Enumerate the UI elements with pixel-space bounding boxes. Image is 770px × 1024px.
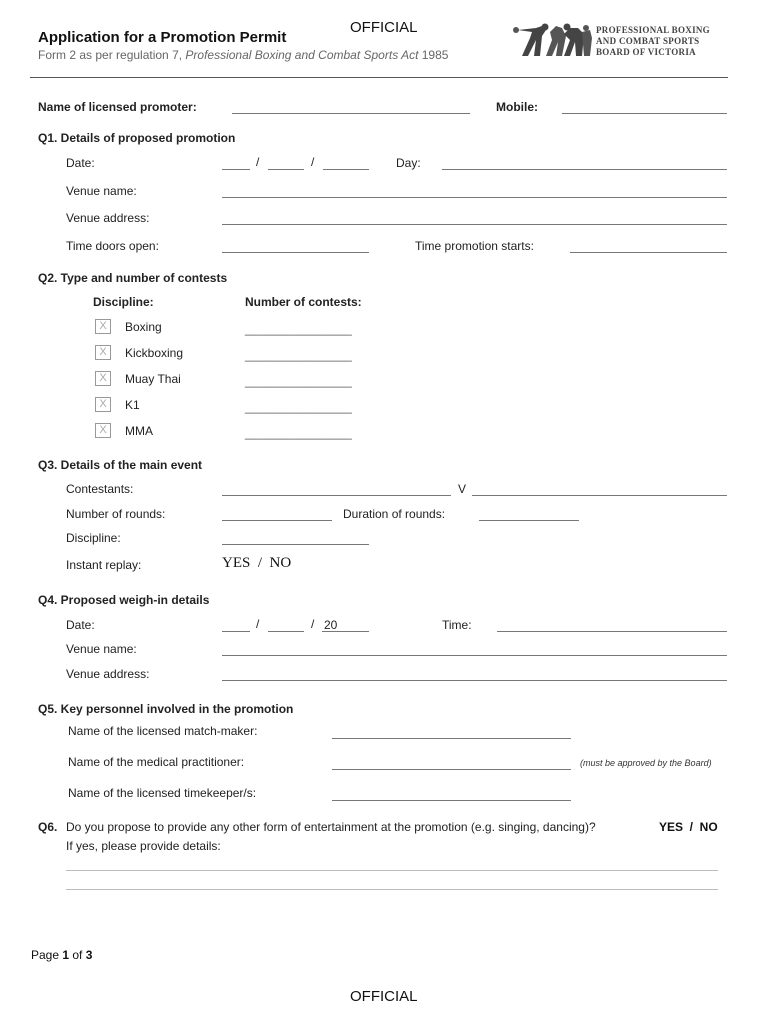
q4-venue-address-label: Venue address: [66,667,150,681]
q5-matchmaker-label: Name of the licensed match-maker: [68,724,258,738]
subtitle-act: Professional Boxing and Combat Sports Act [185,48,419,62]
q3-replay-yes-no[interactable]: YES / NO [222,555,292,571]
logo-line-2: AND COMBAT SPORTS [596,36,700,46]
q5-medical-field[interactable] [332,769,571,770]
muay-thai-label: Muay Thai [125,372,181,386]
q1-date-sep-2: / [311,155,315,169]
q6-question: Do you propose to provide any other form of entertainment at the promotion (e.g. singing, dancing)? [66,820,596,834]
page-current: 1 [62,948,70,962]
kickboxing-checkbox[interactable]: X [95,345,111,360]
q4-date-year-field[interactable] [322,631,369,632]
q1-day-label: Day: [396,156,421,170]
q6-details-line-2[interactable] [66,889,718,890]
page-title: Application for a Promotion Permit [38,29,287,46]
q4-venue-name-label: Venue name: [66,642,137,656]
kickboxing-label: Kickboxing [125,346,184,360]
q1-heading: Q1. Details of proposed promotion [38,131,236,145]
q4-date-day-field[interactable] [222,631,250,632]
q1-doors-field[interactable] [222,252,369,253]
kickboxing-count-field[interactable]: ________________ [245,348,352,362]
q3-heading: Q3. Details of the main event [38,458,203,472]
q1-venue-name-field[interactable] [222,197,727,198]
header-divider [30,77,728,78]
q6-details-label: If yes, please provide details: [66,839,221,853]
q2-discipline-col-header: Discipline: [93,295,154,309]
page-subtitle [38,48,448,62]
boxers-silhouette-icon [512,22,594,58]
q3-contestant-2-field[interactable] [472,495,727,496]
mobile-label: Mobile: [496,100,538,114]
q1-venue-name-label: Venue name: [66,184,137,198]
q4-date-sep-1: / [256,617,260,631]
q1-venue-address-label: Venue address: [66,211,150,225]
q3-rounds-field[interactable] [222,520,332,521]
subtitle-prefix: Form 2 as per regulation 7, [38,48,186,62]
mobile-field[interactable] [562,113,727,114]
q4-heading: Q4. Proposed weigh-in details [38,593,210,607]
promoter-name-field[interactable] [232,113,470,114]
q5-heading: Q5. Key personnel involved in the promotion [38,702,294,716]
q6-details-line-1[interactable] [66,870,718,871]
q4-time-field[interactable] [497,631,727,632]
q5-medical-note: (must be approved by the Board) [580,758,712,768]
official-marking-bottom: OFFICIAL [350,988,418,1005]
subtitle-year: 1985 [418,48,449,62]
q3-duration-field[interactable] [479,520,579,521]
q1-date-year-field[interactable] [323,169,369,170]
q5-timekeeper-field[interactable] [332,800,571,801]
q5-timekeeper-label: Name of the licensed timekeeper/s: [68,786,257,800]
page-mid: of [69,948,86,962]
q3-discipline-field[interactable] [222,544,369,545]
muay-thai-count-field[interactable]: ________________ [245,374,352,388]
mma-checkbox[interactable]: X [95,423,111,438]
k1-label: K1 [125,398,140,412]
q1-date-month-field[interactable] [268,169,304,170]
q3-discipline-label: Discipline: [66,531,121,545]
q1-venue-address-field[interactable] [222,224,727,225]
k1-checkbox[interactable]: X [95,397,111,412]
q4-year-prefix: 20 [324,618,338,632]
q4-date-month-field[interactable] [268,631,304,632]
muay-thai-checkbox[interactable]: X [95,371,111,386]
page-prefix: Page [31,948,63,962]
promoter-name-label: Name of licensed promoter: [38,100,197,114]
q1-date-sep-1: / [256,155,260,169]
q4-venue-address-field[interactable] [222,680,727,681]
boxing-count-field[interactable]: ________________ [245,322,352,336]
q5-medical-label: Name of the medical practitioner: [68,755,245,769]
boxing-label: Boxing [125,320,162,334]
q4-date-label: Date: [66,618,95,632]
mma-count-field[interactable]: ________________ [245,426,352,440]
page-total: 3 [85,948,93,962]
q3-rounds-label: Number of rounds: [66,507,166,521]
q3-duration-label: Duration of rounds: [343,507,446,521]
q1-starts-label: Time promotion starts: [415,239,534,253]
mma-label: MMA [125,424,153,438]
q3-contestants-label: Contestants: [66,482,134,496]
q6-number: Q6. [38,820,58,834]
q2-heading: Q2. Type and number of contests [38,271,228,285]
q4-venue-name-field[interactable] [222,655,727,656]
q2-number-col-header: Number of contests: [245,295,362,309]
q1-date-label: Date: [66,156,95,170]
q3-contestant-1-field[interactable] [222,495,451,496]
q1-date-day-field[interactable] [222,169,250,170]
q6-yes-no[interactable]: YES / NO [659,820,718,834]
q5-matchmaker-field[interactable] [332,738,571,739]
q1-doors-label: Time doors open: [66,239,159,253]
q1-starts-field[interactable] [570,252,727,253]
k1-count-field[interactable]: ________________ [245,400,352,414]
page-number [31,948,92,962]
logo-line-3: BOARD OF VICTORIA [596,47,696,57]
q4-time-label: Time: [442,618,472,632]
q3-versus: V [458,482,467,496]
board-logo-text [596,25,710,58]
q1-day-field[interactable] [442,169,727,170]
official-marking-top: OFFICIAL [350,19,418,36]
boxing-checkbox[interactable]: X [95,319,111,334]
q4-date-sep-2: / [311,617,315,631]
q3-replay-label: Instant replay: [66,558,142,572]
logo-line-1: PROFESSIONAL BOXING [596,25,710,35]
